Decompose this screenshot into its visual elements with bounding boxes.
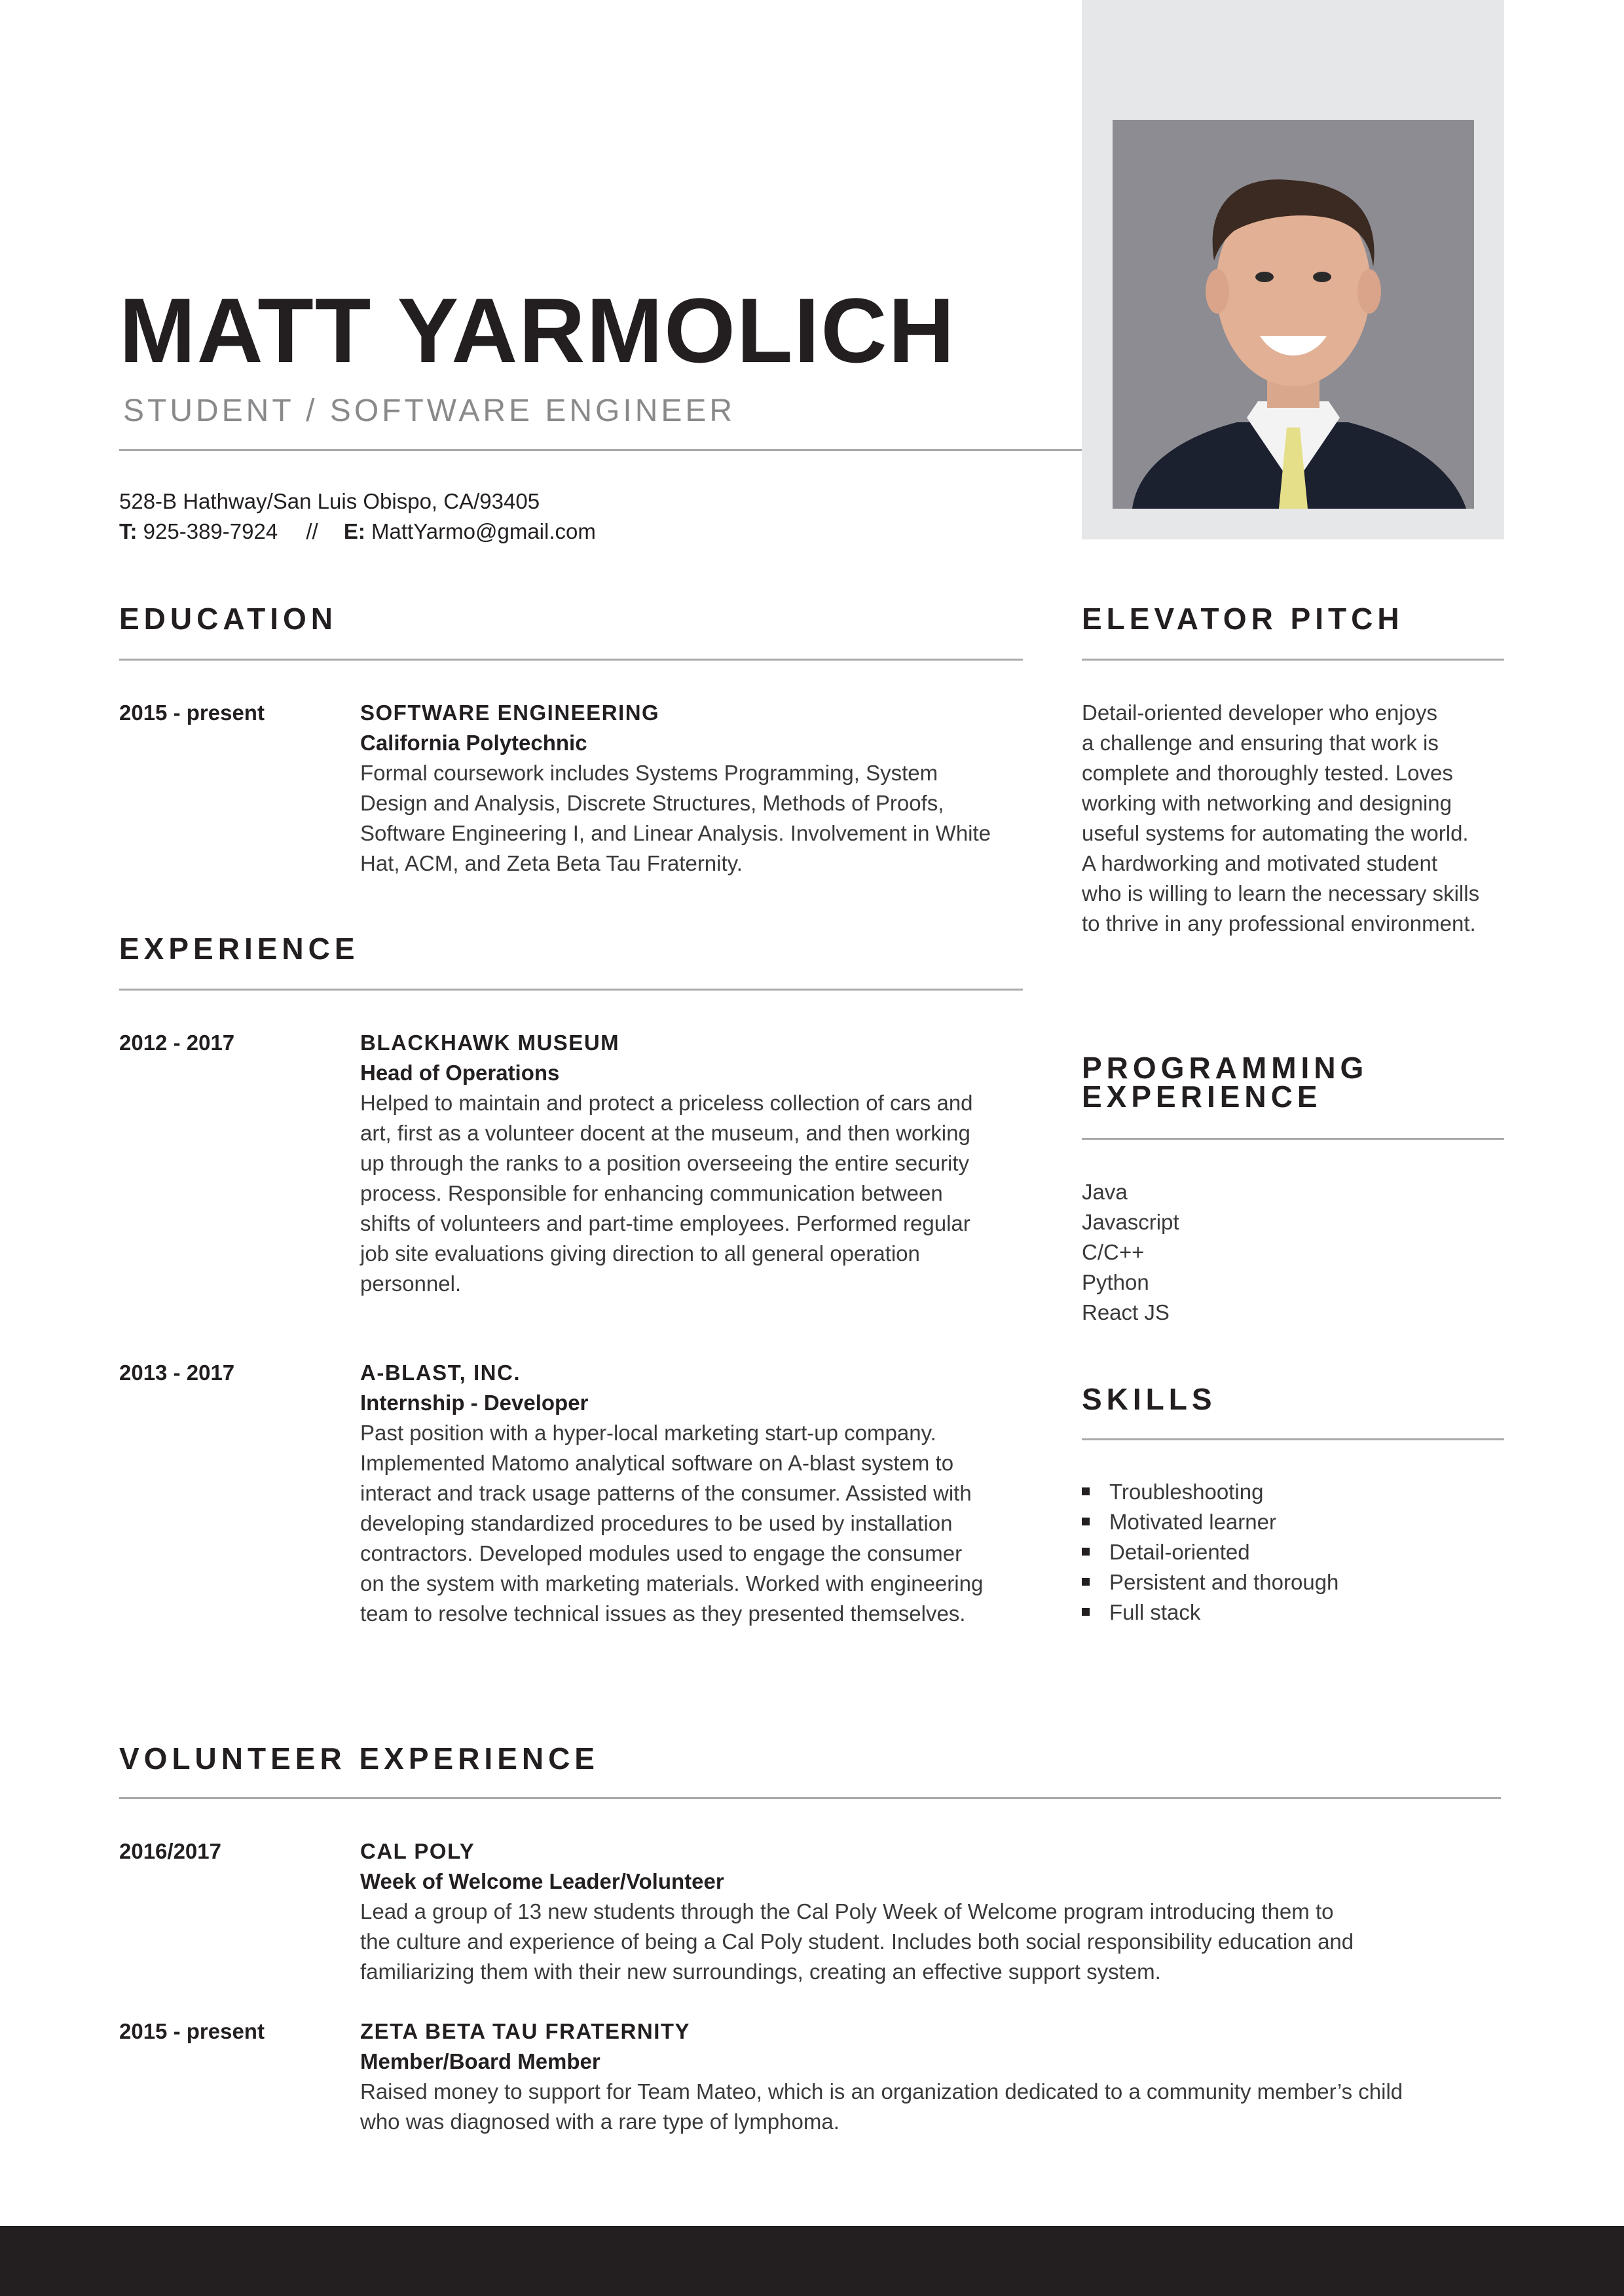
skills-list [1082, 1477, 1507, 1628]
bullet-icon [1082, 1487, 1090, 1495]
pitch-line: who is willing to learn the necessary skills [1082, 881, 1480, 905]
skill-item [1082, 1597, 1507, 1628]
description-line: personnel. [360, 1271, 462, 1296]
entry-description [360, 758, 1035, 879]
phone-number: 925-389-7924 [143, 519, 278, 543]
candidate-role: STUDENT / SOFTWARE ENGINEER [123, 393, 736, 428]
entry-description [360, 1897, 1506, 1987]
bullet-icon [1082, 1548, 1090, 1556]
skills-divider [1082, 1438, 1504, 1440]
volunteer-entry [360, 1836, 1506, 1987]
description-line: Formal coursework includes Systems Programming, System [360, 761, 938, 785]
entry-position: Week of Welcome Leader/Volunteer [360, 1869, 724, 1893]
header-divider [119, 449, 1082, 451]
entry-description [360, 2077, 1506, 2137]
education-date: 2015 - present [119, 701, 265, 725]
skill-item [1082, 1537, 1507, 1567]
bullet-icon [1082, 1518, 1090, 1525]
entry-description [360, 1088, 1035, 1299]
language-item: React JS [1082, 1300, 1170, 1324]
entry-org: CAL POLY [360, 1839, 475, 1863]
contact-line [119, 517, 596, 547]
programming-heading-line: EXPERIENCE [1082, 1080, 1322, 1114]
experience-divider [119, 989, 1023, 991]
entry-org: SOFTWARE ENGINEERING [360, 701, 660, 725]
email-address: MattYarmo@gmail.com [371, 519, 596, 543]
description-line: Past position with a hyper-local marketing start-up company. [360, 1421, 936, 1445]
description-line: Lead a group of 13 new students through the Cal Poly Week of Welcome program introducing them to [360, 1899, 1334, 1923]
description-line: shifts of volunteers and part-time employees. Performed regular [360, 1211, 970, 1235]
contact-separator: // [306, 519, 318, 543]
pitch-line: complete and thoroughly tested. Loves [1082, 761, 1453, 785]
programming-heading [1082, 1051, 1369, 1114]
entry-position: California Polytechnic [360, 731, 587, 755]
skill-label: Full stack [1109, 1600, 1201, 1624]
experience-entry [360, 1358, 1035, 1629]
entry-org: A-BLAST, INC. [360, 1360, 521, 1385]
skill-item [1082, 1477, 1507, 1507]
pitch-line: A hardworking and motivated student [1082, 851, 1438, 875]
description-line: Hat, ACM, and Zeta Beta Tau Fraternity. [360, 851, 743, 875]
entry-position: Internship - Developer [360, 1391, 589, 1415]
language-item: Java [1082, 1180, 1128, 1204]
description-line: on the system with marketing materials. Worked with engineering [360, 1571, 984, 1595]
description-line: who was diagnosed with a rare type of lymphoma. [360, 2109, 840, 2134]
phone-label: T: [119, 519, 138, 543]
volunteer-date: 2016/2017 [119, 1839, 221, 1863]
education-entry [360, 698, 1035, 879]
entry-position: Head of Operations [360, 1061, 560, 1085]
entry-position: Member/Board Member [360, 2049, 600, 2073]
elevator-pitch-text [1082, 698, 1507, 939]
description-line: Raised money to support for Team Mateo, which is an organization dedicated to a community member’s child [360, 2079, 1403, 2104]
description-line: up through the ranks to a position overseeing the entire security [360, 1151, 970, 1175]
volunteer-heading: VOLUNTEER EXPERIENCE [119, 1741, 599, 1776]
entry-description [360, 1418, 1035, 1629]
description-line: interact and track usage patterns of the consumer. Assisted with [360, 1481, 972, 1505]
description-line: Implemented Matomo analytical software on A-blast system to [360, 1451, 954, 1475]
volunteer-entry [360, 2016, 1506, 2137]
experience-heading: EXPERIENCE [119, 932, 360, 966]
elevator-pitch-heading: ELEVATOR PITCH [1082, 602, 1404, 636]
skill-label: Motivated learner [1109, 1510, 1276, 1534]
language-item: C/C++ [1082, 1240, 1145, 1264]
programming-list [1082, 1177, 1507, 1328]
description-line: the culture and experience of being a Cal Poly student. Includes both social responsibility education and [360, 1929, 1354, 1954]
experience-date: 2012 - 2017 [119, 1030, 235, 1055]
skills-heading: SKILLS [1082, 1382, 1217, 1416]
pitch-line: working with networking and designing [1082, 791, 1452, 815]
profile-photo [1113, 120, 1474, 509]
email-label: E: [343, 519, 365, 543]
pitch-line: useful systems for automating the world. [1082, 821, 1469, 845]
experience-date: 2013 - 2017 [119, 1360, 235, 1385]
pitch-line: to thrive in any professional environment. [1082, 911, 1476, 936]
education-heading: EDUCATION [119, 602, 338, 636]
volunteer-date: 2015 - present [119, 2019, 265, 2043]
pitch-line: a challenge and ensuring that work is [1082, 731, 1439, 755]
language-item: Python [1082, 1270, 1149, 1294]
language-item: Javascript [1082, 1210, 1179, 1234]
candidate-name: MATT YARMOLICH [119, 279, 956, 382]
programming-heading-line: PROGRAMMING [1082, 1051, 1369, 1085]
description-line: process. Responsible for enhancing communication between [360, 1181, 943, 1205]
description-line: Software Engineering I, and Linear Analysis. Involvement in White [360, 821, 991, 845]
description-line: contractors. Developed modules used to engage the consumer [360, 1541, 963, 1565]
bullet-icon [1082, 1578, 1090, 1586]
pitch-line: Detail-oriented developer who enjoys [1082, 701, 1437, 725]
portrait-image [1113, 120, 1474, 509]
programming-divider [1082, 1138, 1504, 1140]
description-line: developing standardized procedures to be used by installation [360, 1511, 953, 1535]
skill-label: Troubleshooting [1109, 1480, 1264, 1504]
skill-item [1082, 1507, 1507, 1537]
entry-org: BLACKHAWK MUSEUM [360, 1030, 620, 1055]
description-line: job site evaluations giving direction to all general operation [360, 1241, 920, 1266]
entry-org: ZETA BETA TAU FRATERNITY [360, 2019, 691, 2043]
experience-entry [360, 1028, 1035, 1299]
address: 528-B Hathway/San Luis Obispo, CA/93405 [119, 489, 540, 513]
description-line: Design and Analysis, Discrete Structures, Methods of Proofs, [360, 791, 944, 815]
description-line: art, first as a volunteer docent at the museum, and then working [360, 1121, 970, 1145]
skill-label: Persistent and thorough [1109, 1570, 1339, 1594]
footer-bar [0, 2226, 1624, 2296]
description-line: familiarizing them with their new surroundings, creating an effective support system. [360, 1959, 1161, 1984]
description-line: team to resolve technical issues as they presented themselves. [360, 1601, 966, 1626]
bullet-icon [1082, 1608, 1090, 1616]
elevator-pitch-divider [1082, 659, 1504, 661]
skill-label: Detail-oriented [1109, 1540, 1250, 1564]
education-divider [119, 659, 1023, 661]
description-line: Helped to maintain and protect a priceless collection of cars and [360, 1091, 973, 1115]
volunteer-divider [119, 1797, 1501, 1799]
skill-item [1082, 1567, 1507, 1597]
